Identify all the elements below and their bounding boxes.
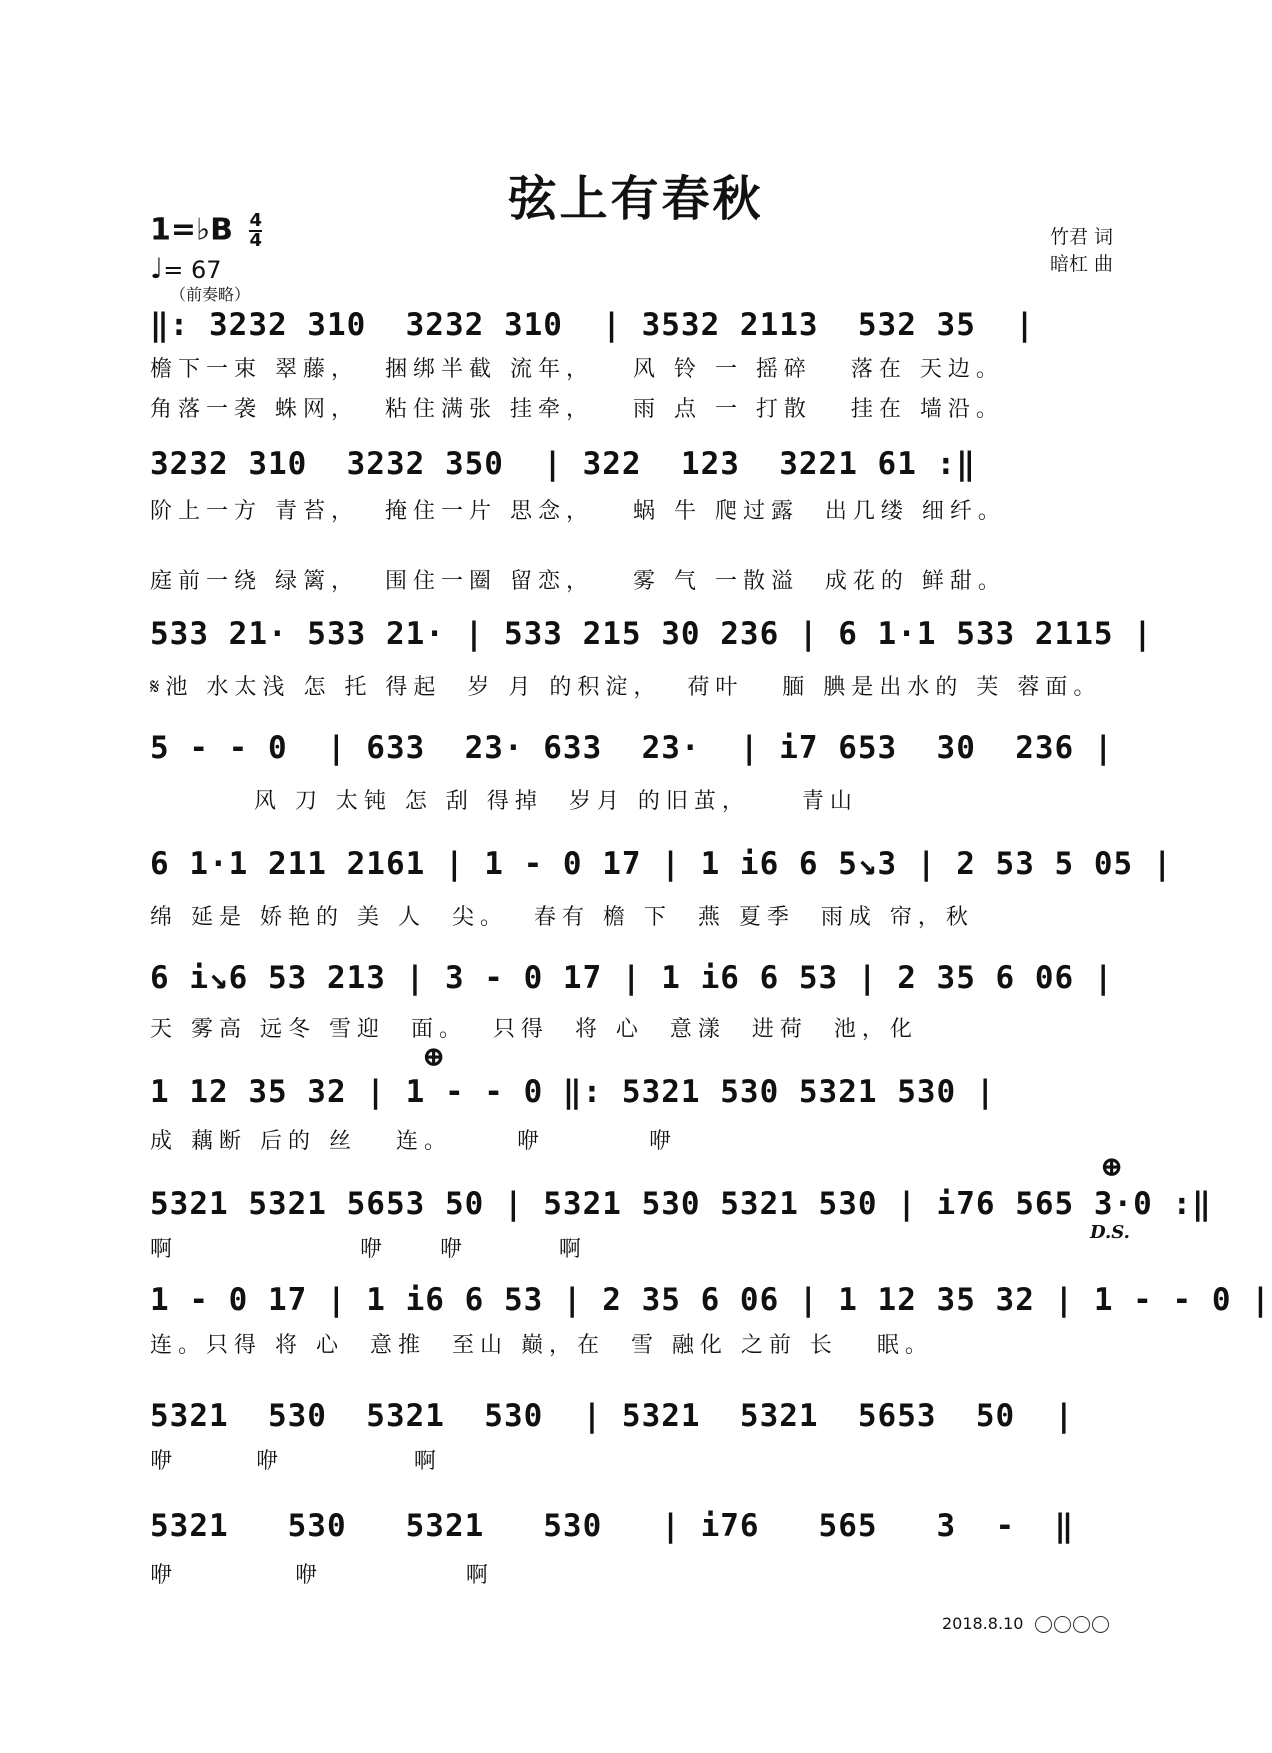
prelude-note: （前奏略） [170,285,251,304]
lyric-row-10: 咿 咿 啊 [150,1449,442,1474]
notes-row-8: 5321 5321 5653 50 | 5321 530 5321 530 | i76 565 3·0 :‖ [150,1186,1212,1222]
lyricist: 竹君 词 [1050,226,1114,248]
time-bottom: 4 [249,230,263,251]
notes-row-6: 6 i↘6 53 213 | 3 - 0 17 | 1 i6 6 53 | 2 35 6 06 | [150,960,1114,996]
ds-marking: D.S. [1090,1222,1130,1243]
notes-row-2: 3232 310 3232 350 | 322 123 3221 61 :‖ [150,446,976,482]
notes-row-7: 1 12 35 32 | 1 - - 0 ‖: 5321 530 5321 530 | [150,1074,996,1110]
notes-row-10: 5321 530 5321 530 | 5321 5321 5653 50 | [150,1398,1075,1434]
lyric-row-2-verse-1: 阶上一方 青苔， 掩住一片 思念， 蜗 牛 爬过露 出几缕 细纤。 [150,499,1006,524]
lyric-row-11: 咿 咿 啊 [150,1563,494,1588]
key-signature [150,212,262,250]
coda-sign-1: ⊕ [422,1040,446,1073]
score-row-5 [150,844,1173,908]
notes-row-11: 5321 530 5321 530 | i76 565 3 - ‖ [150,1508,1075,1544]
key-label: 1=♭B [150,212,234,248]
lyric-row-2-verse-2: 庭前一绕 绿篱， 围住一圈 留恋， 雾 气 一散溢 成花的 鲜甜。 [150,569,1006,594]
lyric-row-3: 𝄋池 水太浅 怎 托 得起 岁 月 的积淀， 荷叶 腼 腆是出水的 芙 蓉面。 [150,675,1102,700]
tempo-marking [150,252,222,285]
face-icon [1073,1616,1090,1633]
quarter-note-icon: ♩ [150,252,164,285]
face-icon [1054,1616,1071,1633]
score-row-4 [150,728,1130,792]
lyric-row-7: 成 藕断 后的 丝 连。 咿 咿 [150,1129,677,1154]
composer: 暗杠 曲 [1050,253,1114,275]
lyric-row-6: 天 雾高 远冬 雪迎 面。 只得 将 心 意漾 进荷 池，化 [150,1017,918,1042]
lyric-row-1-verse-2: 角落一袭 蛛网， 粘住满张 挂牵， 雨 点 一 打散 挂在 墙沿。 [150,397,1004,422]
notes-row-3: 533 21· 533 21· | 533 215 30 236 | 6 1·1 533 2115 | [150,616,1153,652]
tempo-value: = 67 [163,256,222,284]
credits [1050,224,1113,278]
time-signature [249,212,262,250]
lyric-row-5: 绵 延是 娇艳的 美 人 尖。 春有 檐 下 燕 夏季 雨成 帘，秋 [150,905,974,930]
notes-row-5: 6 1·1 211 2161 | 1 - 0 17 | 1 i6 6 5↘3 | 2 53 5 05 | [150,846,1173,882]
lyric-row-4: 风 刀 太钝 怎 刮 得掉 岁月 的旧茧， 青山 [150,789,858,814]
lyric-row-1-verse-1: 檐下一束 翠藤， 捆绑半截 流年， 风 铃 一 摇碎 落在 天边。 [150,357,1004,382]
footer-date-line [942,1614,1109,1633]
time-top: 4 [249,210,263,231]
emoji-faces [1033,1614,1109,1633]
song-title: 弦上有春秋 [508,171,764,227]
notes-row-1: ‖: 3232 310 3232 310 | 3532 2113 532 35 | [150,307,1035,343]
notes-row-9: 1 - 0 17 | 1 i6 6 53 | 2 35 6 06 | 1 12 35 32 | 1 - - 0 | [150,1282,1271,1318]
notes-row-4: 5 - - 0 | 633 23· 633 23· | i7 653 30 236 | [150,730,1114,766]
lyric-row-9: 连。只得 将 心 意推 至山 巅，在 雪 融化 之前 长 眠。 [150,1333,933,1358]
lyric-row-8: 啊 咿 咿 啊 [150,1237,587,1262]
footer-date: 2018.8.10 [942,1614,1024,1633]
score-row-3 [150,614,1153,678]
coda-sign-2: ⊕ [1100,1150,1124,1183]
face-icon [1035,1616,1052,1633]
face-icon [1092,1616,1109,1633]
